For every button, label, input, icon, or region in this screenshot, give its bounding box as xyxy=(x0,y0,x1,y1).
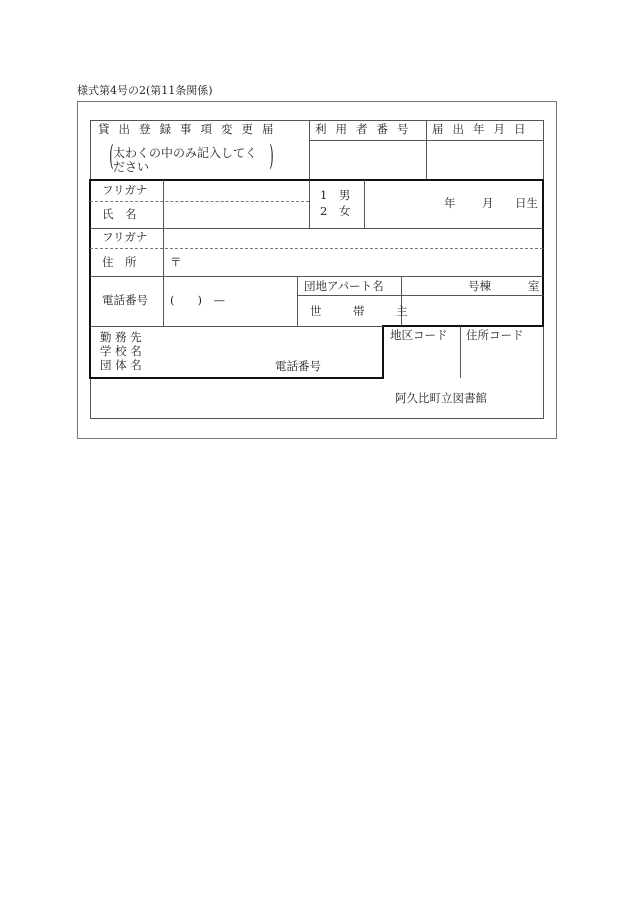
householder-field[interactable] xyxy=(402,296,542,325)
instruction-line1: 太わくの中のみ記入してく xyxy=(113,146,258,160)
work-phone-label: 電話番号 xyxy=(275,359,321,373)
school-label: 学 校 名 xyxy=(100,344,142,358)
form-title: 貸出登録事項変更届 xyxy=(98,122,283,136)
gender-female-option[interactable]: 2 女 xyxy=(320,204,351,218)
address-furigana-label: フリガナ xyxy=(102,230,148,244)
birth-month-label: 月 xyxy=(482,196,494,210)
building-label: 号棟 xyxy=(468,279,491,293)
postal-mark: 〒 xyxy=(170,255,182,269)
name-field[interactable] xyxy=(164,181,308,227)
user-number-field[interactable] xyxy=(310,141,425,179)
householder-label: 世 帯 主 xyxy=(310,304,418,318)
phone-field[interactable]: ( ) — xyxy=(170,293,225,307)
address-field[interactable] xyxy=(164,229,542,275)
user-number-label: 利用者番号 xyxy=(315,122,418,136)
form-number: 様式第4号の2(第11条関係) xyxy=(77,84,213,97)
library-name: 阿久比町立図書館 xyxy=(395,391,487,405)
address-label: 住 所 xyxy=(102,255,137,269)
address-code-label: 住所コード xyxy=(466,328,524,342)
form-page: 様式第4号の2(第11条関係) 貸出登録事項変更届 太わくの中のみ記入してく ださい ( ) 利用者番号 届出年月日 フリガナ 氏 名 1 男 2 女 年 月 日生 フリガナ 住 所 〒 電話番号 ( ) — 団地アパート名 号棟 室 世 帯 主 勤 務 先 学 校 名 団 体 名 電話番号 地区コード 住所コード 阿久比町立図書館 xyxy=(0,0,630,915)
gender-male-option[interactable]: 1 男 xyxy=(320,188,351,202)
workplace-label: 勤 務 先 xyxy=(100,330,142,344)
district-code-label: 地区コード xyxy=(390,328,448,342)
apartment-label: 団地アパート名 xyxy=(304,279,384,293)
organization-label: 団 体 名 xyxy=(100,358,142,372)
workplace-field[interactable] xyxy=(164,327,381,376)
birth-day-label: 日生 xyxy=(515,196,538,210)
date-submitted-label: 届出年月日 xyxy=(432,122,535,136)
instruction-line2: ださい xyxy=(113,160,150,174)
name-furigana-label: フリガナ xyxy=(102,183,148,197)
name-label: 氏 名 xyxy=(102,207,137,221)
phone-label: 電話番号 xyxy=(102,293,148,307)
date-submitted-field[interactable] xyxy=(427,141,542,179)
room-label: 室 xyxy=(528,279,540,293)
birth-year-label: 年 xyxy=(444,196,456,210)
